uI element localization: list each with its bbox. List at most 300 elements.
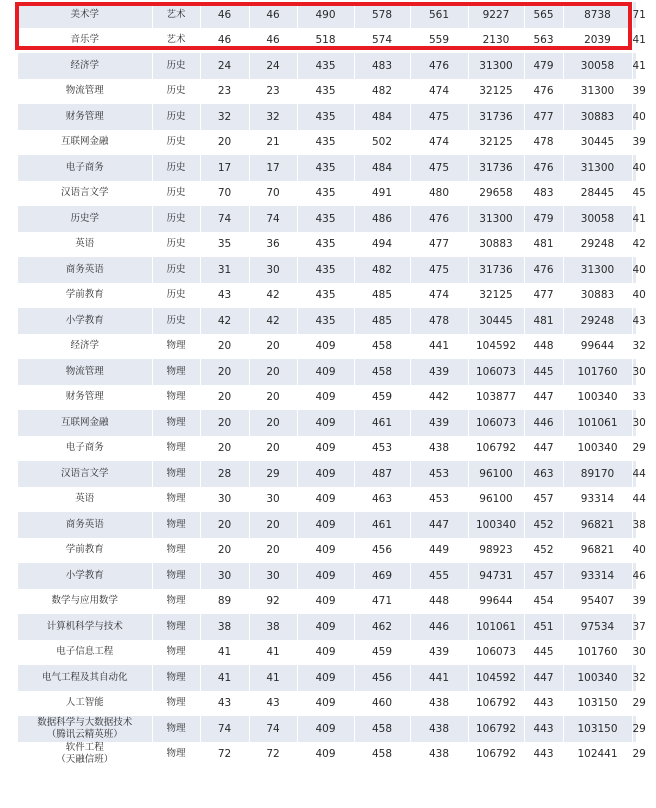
- table-row: [18, 410, 636, 436]
- value-cell-c2: 42: [249, 283, 297, 309]
- value-cell-c1: 41: [200, 640, 249, 666]
- major-cell: [18, 742, 152, 768]
- value-cell-c5: 476: [410, 206, 468, 232]
- value-cell-c7: 457: [524, 487, 563, 513]
- value-cell-c7: 476: [524, 257, 563, 283]
- value-cell-c2: 20: [249, 512, 297, 538]
- table-row: [18, 359, 636, 385]
- major-cell: [18, 283, 152, 309]
- value-cell-c6: 106073: [468, 410, 524, 436]
- subject-cell: 历史: [152, 206, 200, 232]
- value-cell-c3: 435: [297, 155, 354, 181]
- value-cell-c6: 96100: [468, 461, 524, 487]
- major-cell: [18, 691, 152, 717]
- major-name: 商务英语: [65, 263, 104, 275]
- value-cell-c4: 462: [354, 614, 410, 640]
- table-row: [18, 614, 636, 640]
- value-cell-c6: 29658: [468, 181, 524, 207]
- value-cell-c2: 20: [249, 334, 297, 360]
- value-cell-c9: 41: [632, 53, 636, 79]
- value-cell-c4: 491: [354, 181, 410, 207]
- value-cell-c9: 43: [632, 308, 636, 334]
- major-name: 数据科学与大数据技术: [37, 716, 133, 728]
- value-cell-c5: 476: [410, 53, 468, 79]
- table-body: [18, 2, 646, 767]
- value-cell-c9: 39: [632, 130, 636, 156]
- table-row: [18, 563, 636, 589]
- major-name: 电子信息工程: [56, 646, 114, 658]
- value-cell-c4: 494: [354, 232, 410, 258]
- value-cell-c2: 32: [249, 104, 297, 130]
- value-cell-c3: 409: [297, 665, 354, 691]
- subject-cell: 物理: [152, 410, 200, 436]
- major-name: 物流管理: [65, 85, 104, 97]
- value-cell-c6: 9227: [468, 2, 524, 28]
- value-cell-c8: 101760: [563, 640, 632, 666]
- value-cell-c8: 31300: [563, 79, 632, 105]
- value-cell-c2: 20: [249, 385, 297, 411]
- value-cell-c7: 446: [524, 410, 563, 436]
- value-cell-c3: 409: [297, 359, 354, 385]
- value-cell-c2: 70: [249, 181, 297, 207]
- subject-cell: 艺术: [152, 2, 200, 28]
- table-row: [18, 232, 636, 258]
- value-cell-c1: 28: [200, 461, 249, 487]
- major-cell: [18, 716, 152, 742]
- value-cell-c7: 443: [524, 716, 563, 742]
- major-cell: [18, 232, 152, 258]
- major-cell: [18, 563, 152, 589]
- value-cell-c3: 409: [297, 563, 354, 589]
- major-cell: [18, 614, 152, 640]
- value-cell-c9: 40: [632, 538, 636, 564]
- value-cell-c4: 487: [354, 461, 410, 487]
- value-cell-c9: 42: [632, 232, 636, 258]
- value-cell-c1: 23: [200, 79, 249, 105]
- major-name: 经济学: [70, 59, 99, 71]
- subject-cell: 物理: [152, 742, 200, 768]
- major-name: 互联网金融: [60, 136, 109, 148]
- value-cell-c6: 31736: [468, 257, 524, 283]
- value-cell-c2: 30: [249, 487, 297, 513]
- value-cell-c6: 2130: [468, 28, 524, 54]
- major-name: 小学教育: [65, 314, 104, 326]
- value-cell-c9: 40: [632, 104, 636, 130]
- value-cell-c1: 30: [200, 563, 249, 589]
- value-cell-c3: 435: [297, 206, 354, 232]
- value-cell-c4: 456: [354, 665, 410, 691]
- value-cell-c2: 20: [249, 436, 297, 462]
- value-cell-c6: 31736: [468, 155, 524, 181]
- value-cell-c1: 20: [200, 410, 249, 436]
- value-cell-c5: 474: [410, 283, 468, 309]
- value-cell-c1: 35: [200, 232, 249, 258]
- value-cell-c7: 445: [524, 640, 563, 666]
- value-cell-c4: 484: [354, 155, 410, 181]
- value-cell-c8: 102441: [563, 742, 632, 768]
- value-cell-c4: 458: [354, 359, 410, 385]
- value-cell-c1: 24: [200, 53, 249, 79]
- major-name: 商务英语: [65, 518, 104, 530]
- value-cell-c1: 20: [200, 130, 249, 156]
- value-cell-c1: 32: [200, 104, 249, 130]
- table-row: [18, 716, 636, 742]
- major-name: 英语: [75, 238, 95, 250]
- major-cell: [18, 2, 152, 28]
- table-row: [18, 28, 636, 54]
- value-cell-c9: 39: [632, 589, 636, 615]
- value-cell-c5: 480: [410, 181, 468, 207]
- admission-score-table: [18, 2, 646, 767]
- subject-cell: 历史: [152, 53, 200, 79]
- subject-cell: 物理: [152, 538, 200, 564]
- major-cell: [18, 28, 152, 54]
- value-cell-c6: 31300: [468, 53, 524, 79]
- value-cell-c9: 40: [632, 257, 636, 283]
- subject-cell: 物理: [152, 716, 200, 742]
- value-cell-c5: 439: [410, 640, 468, 666]
- value-cell-c1: 74: [200, 716, 249, 742]
- value-cell-c8: 100340: [563, 665, 632, 691]
- subject-cell: 物理: [152, 359, 200, 385]
- value-cell-c2: 74: [249, 716, 297, 742]
- value-cell-c3: 435: [297, 181, 354, 207]
- value-cell-c8: 100340: [563, 385, 632, 411]
- value-cell-c5: 442: [410, 385, 468, 411]
- major-name: 音乐学: [70, 34, 99, 46]
- value-cell-c2: 36: [249, 232, 297, 258]
- major-cell: [18, 665, 152, 691]
- subject-cell: 物理: [152, 385, 200, 411]
- value-cell-c3: 435: [297, 104, 354, 130]
- value-cell-c9: 44: [632, 487, 636, 513]
- table-row: [18, 385, 636, 411]
- value-cell-c7: 565: [524, 2, 563, 28]
- major-name: 人工智能: [65, 697, 104, 709]
- value-cell-c1: 42: [200, 308, 249, 334]
- subject-cell: 物理: [152, 691, 200, 717]
- value-cell-c3: 409: [297, 691, 354, 717]
- value-cell-c4: 458: [354, 716, 410, 742]
- value-cell-c5: 474: [410, 130, 468, 156]
- value-cell-c2: 41: [249, 640, 297, 666]
- value-cell-c4: 459: [354, 385, 410, 411]
- value-cell-c7: 476: [524, 155, 563, 181]
- value-cell-c6: 31736: [468, 104, 524, 130]
- subject-cell: 历史: [152, 181, 200, 207]
- value-cell-c4: 453: [354, 436, 410, 462]
- value-cell-c8: 30883: [563, 283, 632, 309]
- major-cell: [18, 181, 152, 207]
- value-cell-c5: 561: [410, 2, 468, 28]
- major-cell: [18, 640, 152, 666]
- value-cell-c7: 451: [524, 614, 563, 640]
- subject-cell: 物理: [152, 512, 200, 538]
- value-cell-c7: 479: [524, 53, 563, 79]
- value-cell-c6: 100340: [468, 512, 524, 538]
- value-cell-c3: 409: [297, 614, 354, 640]
- value-cell-c3: 409: [297, 538, 354, 564]
- major-name: 英语: [75, 493, 95, 505]
- value-cell-c8: 103150: [563, 691, 632, 717]
- value-cell-c2: 20: [249, 410, 297, 436]
- value-cell-c5: 559: [410, 28, 468, 54]
- table-row: [18, 691, 636, 717]
- subject-cell: 历史: [152, 257, 200, 283]
- value-cell-c2: 21: [249, 130, 297, 156]
- major-name: 学前教育: [65, 289, 104, 301]
- value-cell-c1: 20: [200, 359, 249, 385]
- value-cell-c4: 463: [354, 487, 410, 513]
- major-cell: [18, 79, 152, 105]
- value-cell-c8: 97534: [563, 614, 632, 640]
- value-cell-c3: 409: [297, 410, 354, 436]
- value-cell-c6: 32125: [468, 130, 524, 156]
- major-cell: [18, 461, 152, 487]
- value-cell-c9: 39: [632, 79, 636, 105]
- value-cell-c3: 409: [297, 742, 354, 768]
- value-cell-c2: 29: [249, 461, 297, 487]
- value-cell-c8: 2039: [563, 28, 632, 54]
- value-cell-c9: 71: [632, 2, 636, 28]
- value-cell-c9: 41: [632, 28, 636, 54]
- value-cell-c8: 101760: [563, 359, 632, 385]
- value-cell-c1: 46: [200, 28, 249, 54]
- value-cell-c1: 20: [200, 512, 249, 538]
- value-cell-c2: 20: [249, 359, 297, 385]
- table-row: [18, 436, 636, 462]
- value-cell-c1: 20: [200, 385, 249, 411]
- value-cell-c4: 482: [354, 257, 410, 283]
- value-cell-c8: 29248: [563, 232, 632, 258]
- table-row: [18, 79, 636, 105]
- value-cell-c4: 482: [354, 79, 410, 105]
- value-cell-c3: 435: [297, 79, 354, 105]
- value-cell-c1: 20: [200, 538, 249, 564]
- value-cell-c8: 8738: [563, 2, 632, 28]
- value-cell-c2: 38: [249, 614, 297, 640]
- value-cell-c7: 477: [524, 104, 563, 130]
- value-cell-c7: 481: [524, 232, 563, 258]
- value-cell-c1: 20: [200, 334, 249, 360]
- value-cell-c4: 461: [354, 512, 410, 538]
- major-name: 学前教育: [65, 544, 104, 556]
- value-cell-c6: 106792: [468, 436, 524, 462]
- value-cell-c4: 458: [354, 334, 410, 360]
- major-cell: [18, 130, 152, 156]
- value-cell-c5: 455: [410, 563, 468, 589]
- value-cell-c8: 28445: [563, 181, 632, 207]
- major-name: 电子商务: [65, 161, 104, 173]
- value-cell-c2: 43: [249, 691, 297, 717]
- major-cell: [18, 512, 152, 538]
- value-cell-c9: 38: [632, 512, 636, 538]
- major-name-line2: （腾讯云精英班）: [46, 728, 123, 740]
- major-name: 互联网金融: [60, 416, 109, 428]
- subject-cell: 物理: [152, 614, 200, 640]
- value-cell-c8: 101061: [563, 410, 632, 436]
- value-cell-c1: 31: [200, 257, 249, 283]
- major-cell: [18, 385, 152, 411]
- value-cell-c5: 438: [410, 691, 468, 717]
- major-name: 小学教育: [65, 569, 104, 581]
- value-cell-c7: 448: [524, 334, 563, 360]
- value-cell-c2: 30: [249, 563, 297, 589]
- major-cell: [18, 589, 152, 615]
- value-cell-c7: 463: [524, 461, 563, 487]
- value-cell-c8: 96821: [563, 512, 632, 538]
- value-cell-c5: 478: [410, 308, 468, 334]
- value-cell-c1: 46: [200, 2, 249, 28]
- value-cell-c6: 99644: [468, 589, 524, 615]
- value-cell-c3: 435: [297, 130, 354, 156]
- major-cell: [18, 155, 152, 181]
- value-cell-c1: 43: [200, 283, 249, 309]
- value-cell-c7: 447: [524, 436, 563, 462]
- value-cell-c6: 32125: [468, 283, 524, 309]
- value-cell-c6: 96100: [468, 487, 524, 513]
- major-name: 汉语言文学: [60, 467, 109, 479]
- value-cell-c6: 104592: [468, 665, 524, 691]
- value-cell-c5: 453: [410, 487, 468, 513]
- value-cell-c4: 485: [354, 308, 410, 334]
- table-row: [18, 130, 636, 156]
- table-row: [18, 640, 636, 666]
- value-cell-c2: 46: [249, 2, 297, 28]
- value-cell-c2: 23: [249, 79, 297, 105]
- value-cell-c4: 485: [354, 283, 410, 309]
- value-cell-c7: 447: [524, 385, 563, 411]
- table-row: [18, 742, 636, 768]
- value-cell-c9: 33: [632, 385, 636, 411]
- value-cell-c9: 32: [632, 334, 636, 360]
- value-cell-c5: 441: [410, 665, 468, 691]
- value-cell-c8: 89170: [563, 461, 632, 487]
- value-cell-c7: 563: [524, 28, 563, 54]
- value-cell-c3: 409: [297, 716, 354, 742]
- value-cell-c5: 475: [410, 257, 468, 283]
- subject-cell: 历史: [152, 232, 200, 258]
- value-cell-c4: 456: [354, 538, 410, 564]
- value-cell-c3: 435: [297, 308, 354, 334]
- subject-cell: 物理: [152, 461, 200, 487]
- value-cell-c4: 483: [354, 53, 410, 79]
- value-cell-c9: 45: [632, 181, 636, 207]
- subject-cell: 物理: [152, 589, 200, 615]
- value-cell-c9: 29: [632, 691, 636, 717]
- value-cell-c9: 40: [632, 283, 636, 309]
- major-cell: [18, 410, 152, 436]
- subject-cell: 历史: [152, 155, 200, 181]
- value-cell-c7: 454: [524, 589, 563, 615]
- value-cell-c7: 452: [524, 538, 563, 564]
- major-cell: [18, 206, 152, 232]
- value-cell-c1: 30: [200, 487, 249, 513]
- subject-cell: 物理: [152, 563, 200, 589]
- value-cell-c9: 44: [632, 461, 636, 487]
- value-cell-c7: 479: [524, 206, 563, 232]
- table-row: [18, 665, 636, 691]
- value-cell-c4: 578: [354, 2, 410, 28]
- major-name: 财务管理: [65, 391, 104, 403]
- value-cell-c6: 30445: [468, 308, 524, 334]
- major-cell: [18, 436, 152, 462]
- value-cell-c6: 101061: [468, 614, 524, 640]
- value-cell-c8: 100340: [563, 436, 632, 462]
- value-cell-c4: 458: [354, 742, 410, 768]
- value-cell-c6: 32125: [468, 79, 524, 105]
- value-cell-c5: 439: [410, 410, 468, 436]
- value-cell-c4: 502: [354, 130, 410, 156]
- table-row: [18, 461, 636, 487]
- value-cell-c5: 475: [410, 155, 468, 181]
- value-cell-c9: 46: [632, 563, 636, 589]
- value-cell-c5: 438: [410, 436, 468, 462]
- table-row: [18, 104, 636, 130]
- table-row: [18, 53, 636, 79]
- subject-cell: 历史: [152, 308, 200, 334]
- value-cell-c8: 30883: [563, 104, 632, 130]
- value-cell-c6: 94731: [468, 563, 524, 589]
- value-cell-c1: 74: [200, 206, 249, 232]
- value-cell-c3: 409: [297, 461, 354, 487]
- value-cell-c9: 37: [632, 614, 636, 640]
- value-cell-c1: 89: [200, 589, 249, 615]
- major-name: 数学与应用数学: [51, 595, 118, 607]
- value-cell-c1: 70: [200, 181, 249, 207]
- major-cell: [18, 308, 152, 334]
- value-cell-c6: 98923: [468, 538, 524, 564]
- value-cell-c3: 409: [297, 487, 354, 513]
- value-cell-c5: 449: [410, 538, 468, 564]
- table-row: [18, 589, 636, 615]
- major-name: 汉语言文学: [60, 187, 109, 199]
- major-cell: [18, 334, 152, 360]
- value-cell-c3: 435: [297, 283, 354, 309]
- value-cell-c9: 30: [632, 410, 636, 436]
- value-cell-c9: 30: [632, 640, 636, 666]
- value-cell-c8: 103150: [563, 716, 632, 742]
- value-cell-c8: 30058: [563, 206, 632, 232]
- value-cell-c4: 471: [354, 589, 410, 615]
- value-cell-c1: 17: [200, 155, 249, 181]
- table-row: [18, 512, 636, 538]
- major-name: 计算机科学与技术: [46, 620, 123, 632]
- value-cell-c5: 477: [410, 232, 468, 258]
- value-cell-c5: 446: [410, 614, 468, 640]
- value-cell-c1: 72: [200, 742, 249, 768]
- table-row: [18, 487, 636, 513]
- value-cell-c1: 41: [200, 665, 249, 691]
- value-cell-c9: 32: [632, 665, 636, 691]
- table-row: [18, 308, 636, 334]
- major-name: 历史学: [70, 212, 99, 224]
- value-cell-c2: 42: [249, 308, 297, 334]
- value-cell-c8: 96821: [563, 538, 632, 564]
- value-cell-c8: 93314: [563, 487, 632, 513]
- value-cell-c2: 24: [249, 53, 297, 79]
- value-cell-c8: 31300: [563, 257, 632, 283]
- value-cell-c8: 31300: [563, 155, 632, 181]
- value-cell-c9: 29: [632, 742, 636, 768]
- value-cell-c3: 409: [297, 512, 354, 538]
- major-cell: [18, 53, 152, 79]
- value-cell-c1: 43: [200, 691, 249, 717]
- value-cell-c2: 92: [249, 589, 297, 615]
- subject-cell: 历史: [152, 283, 200, 309]
- table-row: [18, 2, 636, 28]
- table-row: [18, 206, 636, 232]
